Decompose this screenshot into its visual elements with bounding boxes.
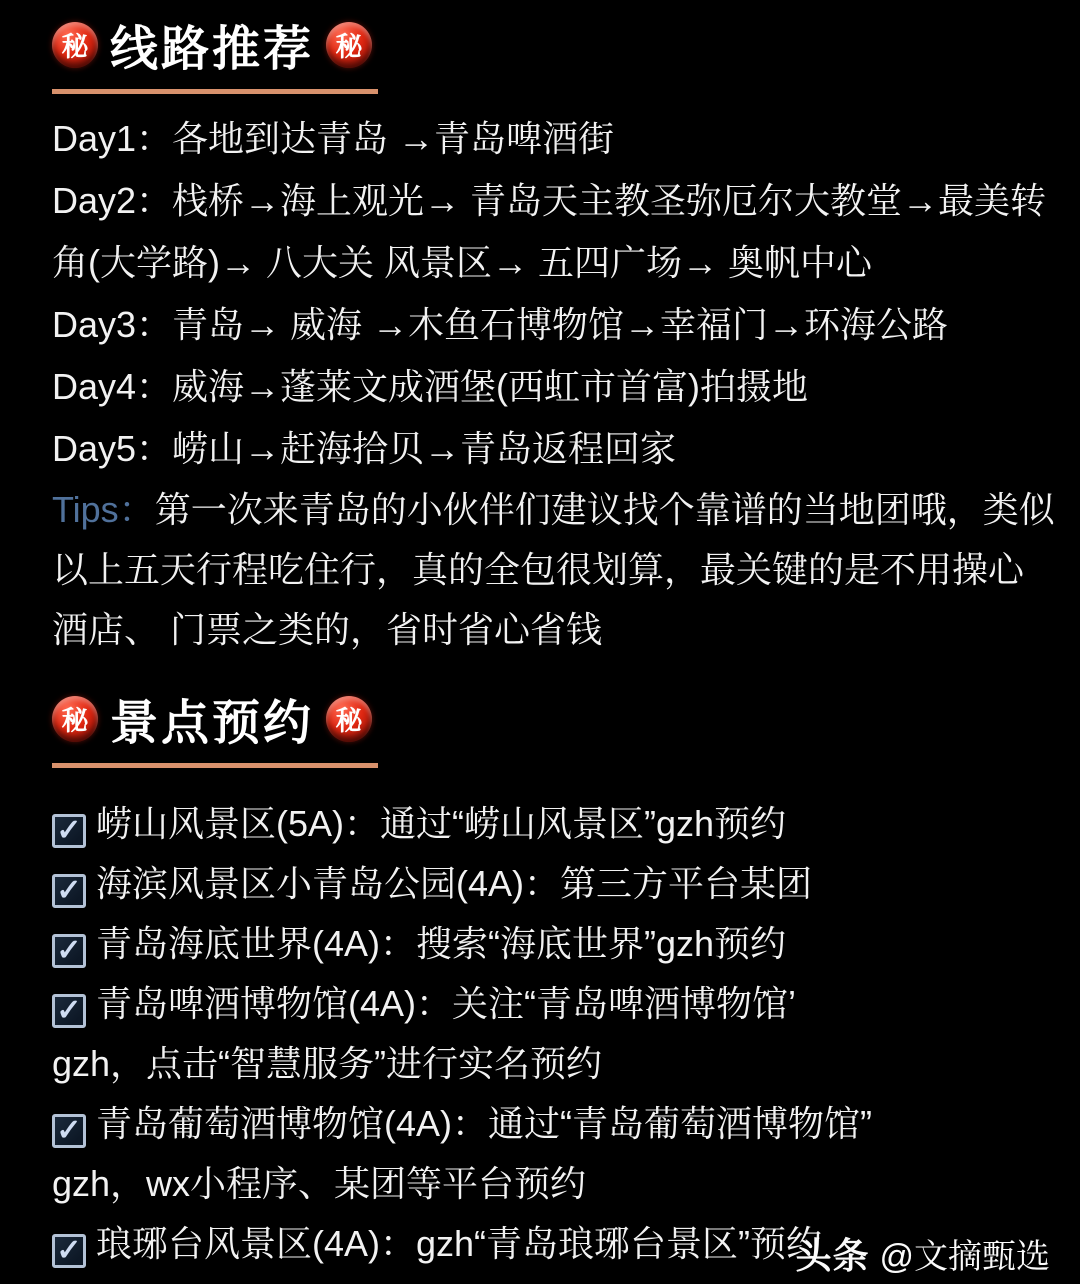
day2-route-line2: 角(大学路)→ 八大关 风景区→ 五四广场→ 奥帆中心 [52,242,872,283]
booking-item-wine-museum [52,1094,1062,1154]
booking-item-beer-museum-continued [52,1034,1062,1094]
checkbox-checked-icon: ✓ [52,994,86,1028]
day1-label: Day1： [52,118,173,159]
checkbox-checked-icon: ✓ [52,934,86,968]
booking-header-wrap [52,684,1062,768]
tips-text-line1: 第一次来青岛的小伙伴们建议找个靠谱的当地团哦，类似 [154,489,1055,530]
booking-item-wine-museum-continued [52,1154,1062,1214]
booking-item-laoshan [52,794,1062,854]
itinerary-day4 [52,356,1062,418]
checkbox-checked-icon: ✓ [52,814,86,848]
secret-badge-icon: 秘 [326,696,372,742]
tips-line2 [52,540,1062,600]
route-section-title: 线路推荐 [110,23,315,76]
day2-label: Day2： [52,180,173,221]
itinerary-day2-continued [52,232,1062,294]
booking-item-wine-museum-line2: gzh，wx小程序、某团等平台预约 [52,1163,587,1204]
secret-badge-icon: 秘 [326,22,372,68]
booking-item-beer-museum-line2: gzh，点击“智慧服务”进行实名预约 [52,1043,603,1084]
checkbox-checked-icon: ✓ [52,874,86,908]
booking-item-wine-museum-line1: 青岛葡萄酒博物馆(4A)：通过“青岛葡萄酒博物馆” [96,1103,872,1144]
day4-label: Day4： [52,366,173,407]
tips-text-line3: 酒店、 门票之类的，省时省心省钱 [52,609,603,650]
checkbox-checked-icon: ✓ [52,1234,86,1268]
route-section-header [52,10,378,94]
toutiao-logo: 头条 [795,1235,870,1276]
tips-line1 [52,480,1062,540]
watermark-handle: @文摘甄选 [879,1238,1050,1276]
tips-text-line2: 以上五天行程吃住行，真的全包很划算，最关键的是不用操心 [52,549,1025,590]
day4-route: 威海→蓬莱文成酒堡(西虹市首富)拍摄地 [172,366,809,407]
secret-badge-icon: 秘 [52,696,98,742]
itinerary-day3 [52,294,1062,356]
booking-item-langyatai-text: 琅琊台风景区(4A)：gzh“青岛琅琊台景区”预约 [96,1223,823,1264]
tips-line3 [52,600,1062,660]
tips-block [52,480,1062,660]
booking-section-title: 景点预约 [110,697,315,750]
day3-route: 青岛→ 威海 →木鱼石博物馆→幸福门→环海公路 [172,304,949,345]
booking-section-header [52,684,378,768]
booking-item-haibin-text: 海滨风景区小青岛公园(4A)：第三方平台某团 [96,863,813,904]
secret-badge-icon: 秘 [52,22,98,68]
booking-list [52,794,1062,1274]
checkbox-checked-icon: ✓ [52,1114,86,1148]
day5-route: 崂山→赶海拾贝→青岛返程回家 [172,428,677,469]
day5-label: Day5： [52,428,173,469]
booking-item-haibin [52,854,1062,914]
day3-label: Day3： [52,304,173,345]
tips-label: Tips： [52,489,155,530]
itinerary-day2 [52,170,1062,232]
booking-item-underwater-world [52,914,1062,974]
booking-item-laoshan-text: 崂山风景区(5A)：通过“崂山风景区”gzh预约 [96,803,787,844]
booking-item-beer-museum-line1: 青岛啤酒博物馆(4A)：关注“青岛啤酒博物馆’ [96,983,796,1024]
day2-route-line1: 栈桥→海上观光→ 青岛天主教圣弥厄尔大教堂→最美转 [172,180,1047,221]
booking-item-beer-museum [52,974,1062,1034]
itinerary-list [52,108,1062,480]
itinerary-day1 [52,108,1062,170]
booking-item-underwater-world-text: 青岛海底世界(4A)：搜索“海底世界”gzh预约 [96,923,787,964]
day1-route: 各地到达青岛 →青岛啤酒街 [172,118,615,159]
watermark [795,1228,1050,1279]
itinerary-day5 [52,418,1062,480]
